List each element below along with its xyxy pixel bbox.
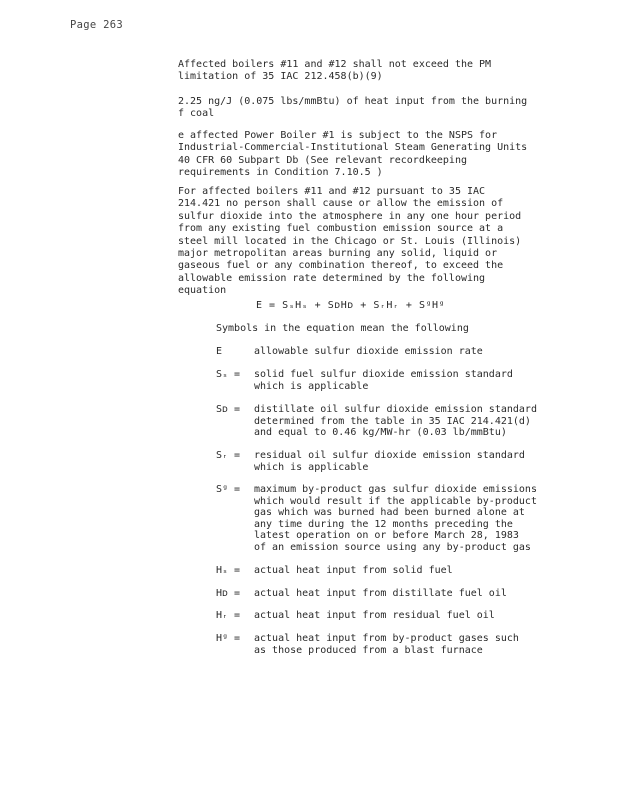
text-line: determined from the table in 35 IAC 214.421(d) (254, 415, 531, 427)
text-line: steel mill located in the Chicago or St. Louis (Illinois) (178, 235, 522, 247)
symbols-intro: Symbols in the equation mean the following (216, 323, 469, 334)
symbol-definition (254, 346, 554, 358)
text-line: gas which was burned had been burned alone at (254, 507, 525, 519)
emission-equation: E = SₛHₛ + SᴅHᴅ + SᵣHᵣ + SᵍHᵍ (256, 300, 446, 311)
text-line: as those produced from a blast furnace (254, 644, 483, 656)
symbol: Sᵍ = (216, 484, 241, 495)
text-line: actual heat input from residual fuel oil (254, 610, 495, 621)
text-line: gaseous fuel or any combination thereof, to exceed the (178, 260, 504, 272)
text-line: actual heat input from solid fuel (254, 565, 453, 576)
text-line: For affected boilers #11 and #12 pursuant to 35 IAC (178, 186, 486, 197)
symbol-definition (254, 588, 554, 600)
symbol: Hᴅ = (216, 588, 241, 599)
text-line: major metropolitan areas burning any solid, liquid or (178, 248, 498, 260)
text-line: 214.421 no person shall cause or allow the emission of (178, 198, 504, 210)
symbol-definition (254, 633, 554, 656)
paragraph-pm-limitation (178, 59, 550, 84)
text-line: f coal (178, 108, 215, 120)
text-line: sulfur dioxide into the atmosphere in any one hour period (178, 210, 522, 222)
text-line: requirements in Condition 7.10.5 ) (178, 167, 383, 179)
paragraph-nsps (178, 130, 550, 180)
symbol-definition (254, 450, 554, 473)
text-line: any time during the 12 months preceding the (254, 518, 513, 530)
text-line: actual heat input from distillate fuel oil (254, 588, 507, 599)
symbol-definition (254, 610, 554, 622)
symbol: Hₛ = (216, 565, 241, 576)
text-line: equation (178, 285, 227, 297)
text-line: which would result if the applicable by-product (254, 495, 537, 507)
page-number-header: Page 263 (70, 19, 123, 31)
text-line: solid fuel sulfur dioxide emission standard (254, 369, 513, 380)
symbol-definition (254, 369, 554, 392)
symbol: Hᵍ = (216, 633, 241, 644)
text-line: allowable sulfur dioxide emission rate (254, 346, 483, 357)
symbol-definition (254, 565, 554, 577)
paragraph-sulfur-dioxide (178, 186, 550, 298)
text-line: which is applicable (254, 380, 369, 392)
text-line: maximum by-product gas sulfur dioxide emissions (254, 484, 537, 495)
text-line: e affected Power Boiler #1 is subject to the NSPS for (178, 130, 498, 141)
symbol-definition (254, 484, 554, 554)
text-line: from any existing fuel combustion emission source at a (178, 223, 504, 235)
text-line: distillate oil sulfur dioxide emission standard (254, 404, 537, 415)
symbol: E (216, 346, 223, 357)
text-line: Affected boilers #11 and #12 shall not exceed the PM (178, 59, 492, 70)
symbol: Hᵣ = (216, 610, 241, 621)
symbol: Sₛ = (216, 369, 241, 380)
text-line: 2.25 ng/J (0.075 lbs/mmBtu) of heat input from the burning (178, 96, 528, 107)
text-line: actual heat input from by-product gases such (254, 633, 519, 644)
symbol: Sᴅ = (216, 404, 241, 415)
text-line: and equal to 0.46 kg/MW-hr (0.03 lb/mmBtu) (254, 427, 507, 439)
text-line: residual oil sulfur dioxide emission standard (254, 450, 525, 461)
text-line: latest operation on or before March 28, 1983 (254, 530, 519, 542)
text-line: limitation of 35 IAC 212.458(b)(9) (178, 71, 383, 83)
symbol-definition (254, 404, 554, 439)
text-line: which is applicable (254, 461, 369, 473)
text-line: of an emission source using any by-product gas (254, 541, 531, 553)
symbol: Sᵣ = (216, 450, 241, 461)
text-line: Industrial-Commercial-Institutional Steam Generating Units (178, 142, 528, 154)
text-line: 40 CFR 60 Subpart Db (See relevant recordkeeping (178, 154, 467, 166)
paragraph-heat-input-limit (178, 96, 550, 121)
text-line: allowable emission rate determined by the following (178, 272, 486, 284)
